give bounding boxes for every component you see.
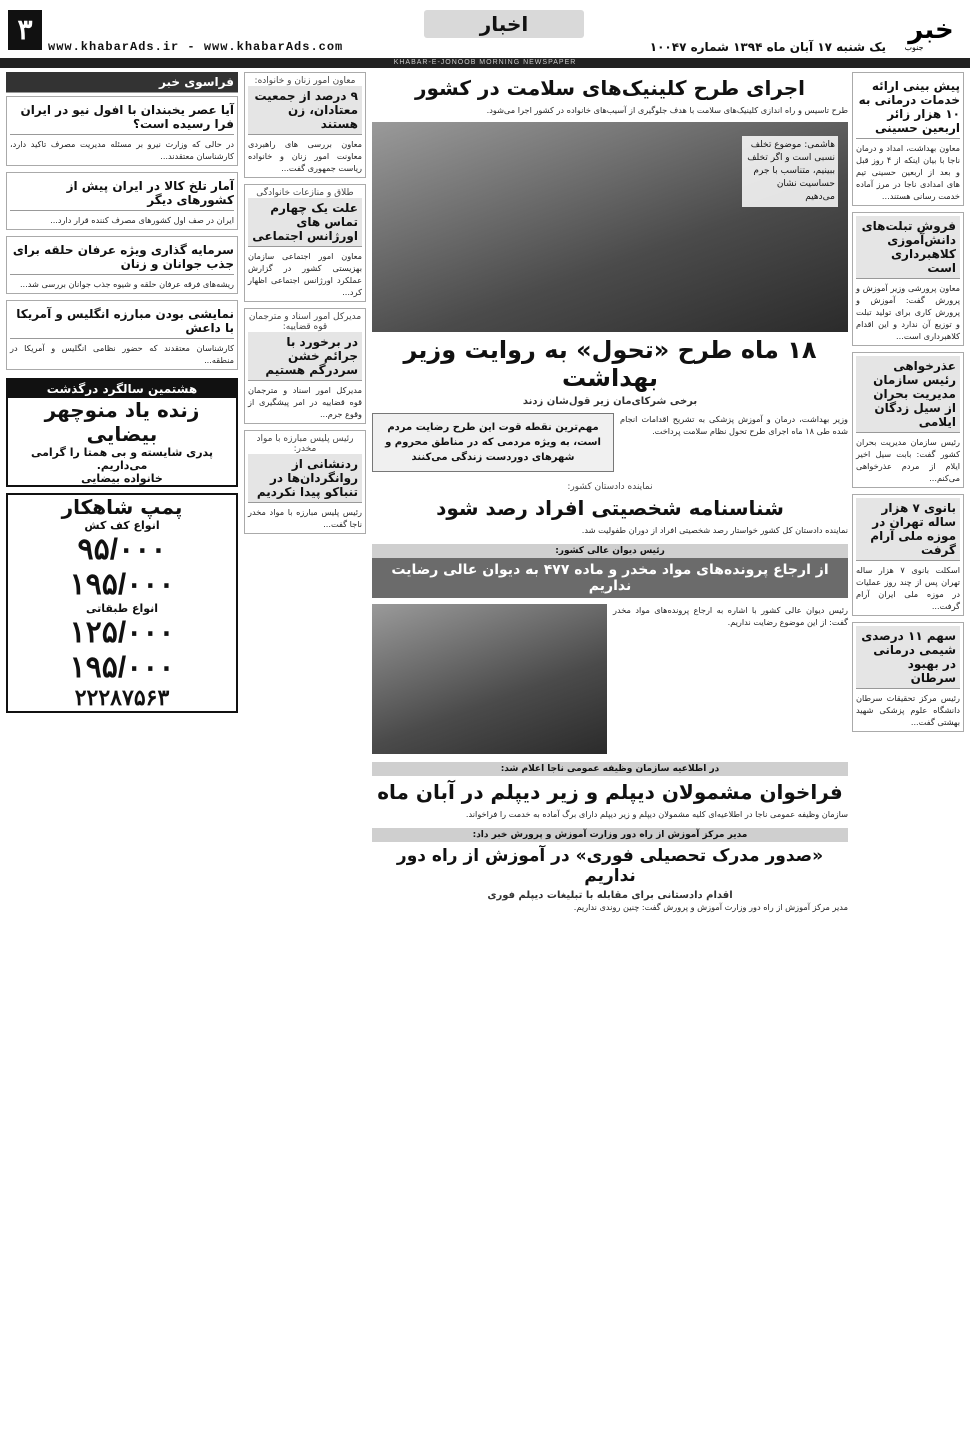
story3-text: رئیس دیوان عالی کشور با اشاره به ارجاع پرونده‌های مواد مخدر گفت: از این موضوع رضایت نداریم.	[613, 605, 848, 627]
story5-kicker: مدیر مرکز آموزش از راه دور وزارت آموزش و پرورش خبر داد:	[372, 828, 848, 842]
pump-ad-price2-low: ۱۲۵/۰۰۰	[69, 616, 175, 649]
pump-ad-phone[interactable]: ۲۲۲۸۷۵۶۳	[74, 685, 170, 710]
center-news-area	[372, 72, 848, 1422]
story5-headline[interactable]: «صدور مدرک تحصیلی فوری» در آموزش از راه دور نداریم	[396, 846, 824, 886]
left-item-text: کارشناسان معتقدند که حضور نظامی انگلیس و آمریکا در منطقه...	[10, 343, 234, 365]
pump-ad-type2: انواع طبقاتی	[85, 602, 159, 615]
issue-date: یک شنبه ۱۷ آبان ماه ۱۳۹۴ شماره ۱۰۰۴۷	[649, 40, 886, 54]
mid-item-kicker: مدیرکل امور اسناد و مترجمان قوه قضاییه:	[248, 312, 362, 332]
mid-item-headline[interactable]: ۹ درصد از جمعیت معتادان، زن هستند	[248, 86, 362, 135]
memorial-ad-headline: هشتمین سالگرد درگذشت	[8, 380, 236, 398]
pump-ad	[6, 493, 238, 713]
memorial-ad-family: خانواده بیضایی	[81, 472, 163, 485]
main-headline[interactable]: ۱۸ ماه طرح «تحول» به روایت وزیر بهداشت	[403, 336, 817, 392]
mid-item-text: رئیس پلیس مبارزه با مواد مخدر ناجا گفت...	[248, 507, 362, 529]
story4-headline[interactable]: فراخوان مشمولان دیپلم و زیر دیپلم در آبان ماه	[377, 780, 843, 804]
site-urls[interactable]: www.khabarAds.ir - www.khabarAds.com	[48, 40, 344, 54]
left-news-column	[6, 72, 238, 1422]
newspaper-logo	[902, 6, 960, 54]
pump-ad-type1: انواع کف کش	[84, 519, 160, 532]
right-item-text: رئیس مرکز تحقیقات سرطان دانشگاه علوم پزشکی شهید بهشتی گفت...	[856, 693, 960, 727]
pump-ad-price2-high: ۱۹۵/۰۰۰	[69, 651, 175, 684]
right-item-title[interactable]: سهم ۱۱ درصدی شیمی درمانی در بهبود سرطان	[856, 626, 960, 689]
main-text: وزیر بهداشت، درمان و آموزش پزشکی به تشریح اقدامات انجام شده طی ۱۸ ماه اجرای طرح تحول نظام سلامت پرداخت.	[620, 414, 848, 436]
section-label: اخبار	[424, 10, 584, 38]
mid-left-news-column	[244, 72, 366, 1422]
memorial-ad-line: پدری شایسته و بی همتا را گرامی می‌داریم.	[30, 446, 214, 472]
mid-item-kicker: رئیس پلیس مبارزه با مواد مخدر:	[256, 434, 354, 454]
pump-ad-title: پمپ شاهکار	[61, 495, 183, 519]
left-item-text: ایران در صف اول کشورهای مصرف کننده قرار دارد...	[50, 215, 234, 225]
top-headline[interactable]: اجرای طرح کلینیک‌های سلامت در کشور	[414, 76, 806, 100]
masthead	[4, 4, 966, 56]
memorial-ad-name: زنده یاد منوچهر بیضایی	[44, 398, 200, 446]
right-news-column	[852, 72, 964, 1422]
mid-item-text: معاون امور اجتماعی سازمان بهزیستی کشور در گزارش عملکرد اورژانس اجتماعی اظهار کرد...	[248, 251, 362, 297]
banner-strip: KHABAR-E-JONOOB MORNING NEWSPAPER	[0, 58, 970, 68]
mid-item-text: معاون بررسی های راهبردی معاونت امور زنان و خانواده ریاست جمهوری گفت...	[248, 139, 362, 173]
left-item-headline[interactable]: آیا عصر یخبندان با افول نیو در ایران فرا رسیده است؟	[10, 100, 234, 135]
section-title-beyond-news: فراسوی خبر	[6, 72, 238, 93]
story5-text: مدیر مرکز آموزش از راه دور وزارت آموزش و پرورش گفت: چنین روندی نداریم.	[573, 902, 848, 912]
left-item-text: در حالی که وزارت نیرو بر مسئله مدیریت مصرف تاکید دارد، کارشناسان معتقدند...	[10, 139, 234, 161]
right-item-text: معاون بهداشت، امداد و درمان ناجا با بیان اینکه از ۴ روز قبل و بعد از اربعین حسینی تیم های امدادی ناجا در مرز آماده خدمت رسانی هستند...	[856, 143, 960, 201]
story5-subtitle: اقدام دادستانی برای مقابله با تبلیغات دیپلم فوری	[487, 890, 733, 901]
logo-sub: جنوب	[904, 43, 924, 52]
story2-kicker: نماینده دادستان کشور:	[567, 482, 653, 492]
minister-photo	[372, 122, 848, 332]
left-item-text: ریشه‌های فرقه عرفان حلقه و شیوه جذب جوانان بررسی شد...	[19, 279, 234, 289]
right-item-text: معاون پرورشی وزیر آموزش و پرورش گفت: آموزش و پرورش کاری برای تولید تبلت و توزیع آن ندارد و این اقدام کلاهبرداری است...	[856, 283, 960, 341]
right-item-text: اسکلت بانوی ۷ هزار ساله تهران پس از چند روز عملیات در موزه ملی ایران آرام گرفت...	[856, 565, 960, 611]
cleric-photo	[372, 604, 607, 754]
mid-item-headline[interactable]: در برخورد با جرائم خشن سردرگم هستیم	[248, 332, 362, 381]
story2-text: نماینده دادستان کل کشور خواستار رصد شخصیتی افراد از دوران طفولیت شد.	[581, 525, 848, 535]
right-item-title[interactable]: عذرخواهی رئیس سازمان مدیریت بحران از سیل زدگان ایلامی	[856, 356, 960, 433]
right-item-text: رئیس سازمان مدیریت بحران کشور گفت: بابت سیل اخیر ایلام از مردم عذرخواهی می‌کنم...	[856, 437, 960, 483]
story3-headline[interactable]: از ارجاع پرونده‌های مواد مخدر و ماده ۴۷۷ به دیوان عالی رضایت نداریم	[372, 558, 848, 598]
left-item-headline[interactable]: نمایشی بودن مبارزه انگلیس و آمریکا با داعش	[10, 304, 234, 339]
photo-caption: هاشمی: موضوع تخلف نسبی است و اگر تخلف ببینیم، متناسب با جرم حساسیت نشان می‌دهیم	[742, 136, 838, 207]
story2-headline[interactable]: شناسنامه شخصیتی افراد رصد شود	[436, 496, 784, 520]
story4-text: سازمان وظیفه عمومی ناجا در اطلاعیه‌ای کلیه مشمولان دیپلم و زیر دیپلم دارای برگ آماده به خدمت را فراخواند.	[465, 809, 848, 819]
pump-ad-price1-low: ۹۵/۰۰۰	[77, 533, 167, 566]
mid-item-headline[interactable]: ردنشانی از روانگردان‌ها در تنباکو پیدا نکردیم	[248, 454, 362, 503]
story3-kicker: رئیس دیوان عالی کشور:	[372, 544, 848, 558]
memorial-ad	[6, 378, 238, 487]
mid-item-kicker: معاون امور زنان و خانواده:	[254, 76, 356, 86]
top-text: طرح تاسیس و راه اندازی کلینیک‌های سلامت با هدف جلوگیری از آسیب‌های خانواده در کشور اجرا می‌شود.	[486, 105, 848, 115]
left-item-headline[interactable]: آمار تلخ کالا در ایران پیش از کشورهای دیگر	[10, 176, 234, 211]
logo-text: خبر	[908, 15, 954, 45]
pump-ad-price1-high: ۱۹۵/۰۰۰	[69, 568, 175, 601]
pull-quote: مهم‌ترین نقطه قوت این طرح رضایت مردم است، به ویژه مردمی که در مناطق محروم و شهرهای دوردست زندگی می‌کنند	[372, 413, 614, 472]
right-item-title[interactable]: بانوی ۷ هزار ساله تهران در موزه ملی آرام گرفت	[856, 498, 960, 561]
right-item-title[interactable]: فروش تبلت‌های دانش‌آموزی کلاهبرداری است	[856, 216, 960, 279]
mid-item-kicker: طلاق و منازعات خانوادگی	[256, 188, 354, 198]
main-subtitle: برخی شرکای‌مان زیر قول‌شان زدند	[522, 396, 698, 407]
right-item-title[interactable]: پیش بینی ارائه خدمات درمانی به ۱۰ هزار زائر اربعین حسینی	[856, 76, 960, 139]
left-item-headline[interactable]: سرمایه گذاری ویژه عرفان حلقه برای جذب جوانان و زنان	[10, 240, 234, 275]
mid-item-text: مدیرکل امور اسناد و مترجمان قوه قضاییه در امر پیشگیری از وقوع جرم...	[248, 385, 362, 419]
page-number: ۳	[8, 10, 42, 50]
mid-item-headline[interactable]: علت یک چهارم تماس های اورژانس اجتماعی	[248, 198, 362, 247]
story4-kicker: در اطلاعیه سازمان وظیفه عمومی ناجا اعلام شد:	[372, 762, 848, 776]
